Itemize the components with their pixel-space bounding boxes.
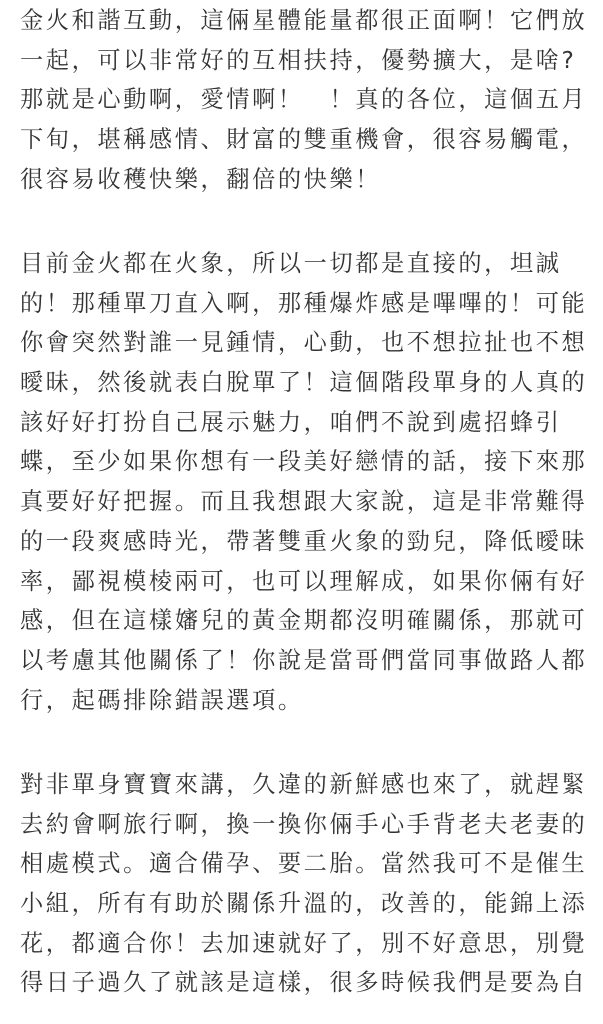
text-line: 那就是心動啊，愛情啊！ ！真的各位，這個五月 (20, 86, 588, 114)
text-line: 很容易收穫快樂，翻倍的快樂！ (20, 165, 382, 193)
text-line: 下旬，堪稱感情、財富的雙重機會，很容易觸電， (20, 126, 588, 154)
paragraph-3 (20, 765, 587, 1003)
text-line: 的一段爽感時光，帶著雙重火象的勁兒，降低曖昧 (20, 527, 588, 555)
text-line: 花，都適合你！去加速就好了，別不好意思，別覺 (20, 929, 588, 957)
text-line: 以考慮其他關係了！你說是當哥們當同事做路人都 (20, 646, 588, 674)
text-line: 金火和諧互動，這倆星體能量都很正面啊！它們放 (20, 7, 588, 34)
text-line: 曖昧，然後就表白脫單了！這個階段單身的人真的 (20, 369, 588, 397)
text-line: 你會突然對誰一見鍾情，心動，也不想拉扯也不想 (20, 329, 588, 357)
text-line: 的！那種單刀直入啊，那種爆炸感是嗶嗶的！可能 (20, 289, 588, 317)
text-line: 相處模式。適合備孕、要二胎。當然我可不是催生 (20, 850, 588, 878)
text-line: 該好好打扮自己展示魅力，咱們不說到處招蜂引 (20, 408, 562, 436)
text-line: 目前金火都在火象，所以一切都是直接的，坦誠 (20, 250, 562, 277)
text-line: 率，鄙視模棱兩可，也可以理解成，如果你倆有好 (20, 567, 588, 595)
text-line: 感，但在這樣嬸兒的黃金期都沒明確關係，那就可 (20, 607, 588, 635)
paragraph-2 (20, 244, 587, 720)
text-line: 對非單身寶寶來講，久違的新鮮感也來了，就趕緊 (20, 771, 588, 798)
text-line: 行，起碼排除錯誤選項。 (20, 686, 304, 714)
text-line: 去約會啊旅行啊，換一換你倆手心手背老夫老妻的 (20, 810, 588, 838)
text-line: 真要好好把握。而且我想跟大家說，這是非常難得 (20, 488, 588, 516)
text-line: 蝶，至少如果你想有一段美好戀情的話，接下來那 (20, 448, 588, 476)
text-line: 得日子過久了就該是這樣，很多時候我們是要為自 (20, 969, 588, 997)
paragraph-1 (20, 1, 587, 199)
text-line: 一起，可以非常好的互相扶持，優勢擴大，是啥? (20, 46, 577, 74)
text-line: 小組，所有有助於關係升溫的，改善的，能錦上添 (20, 890, 588, 918)
